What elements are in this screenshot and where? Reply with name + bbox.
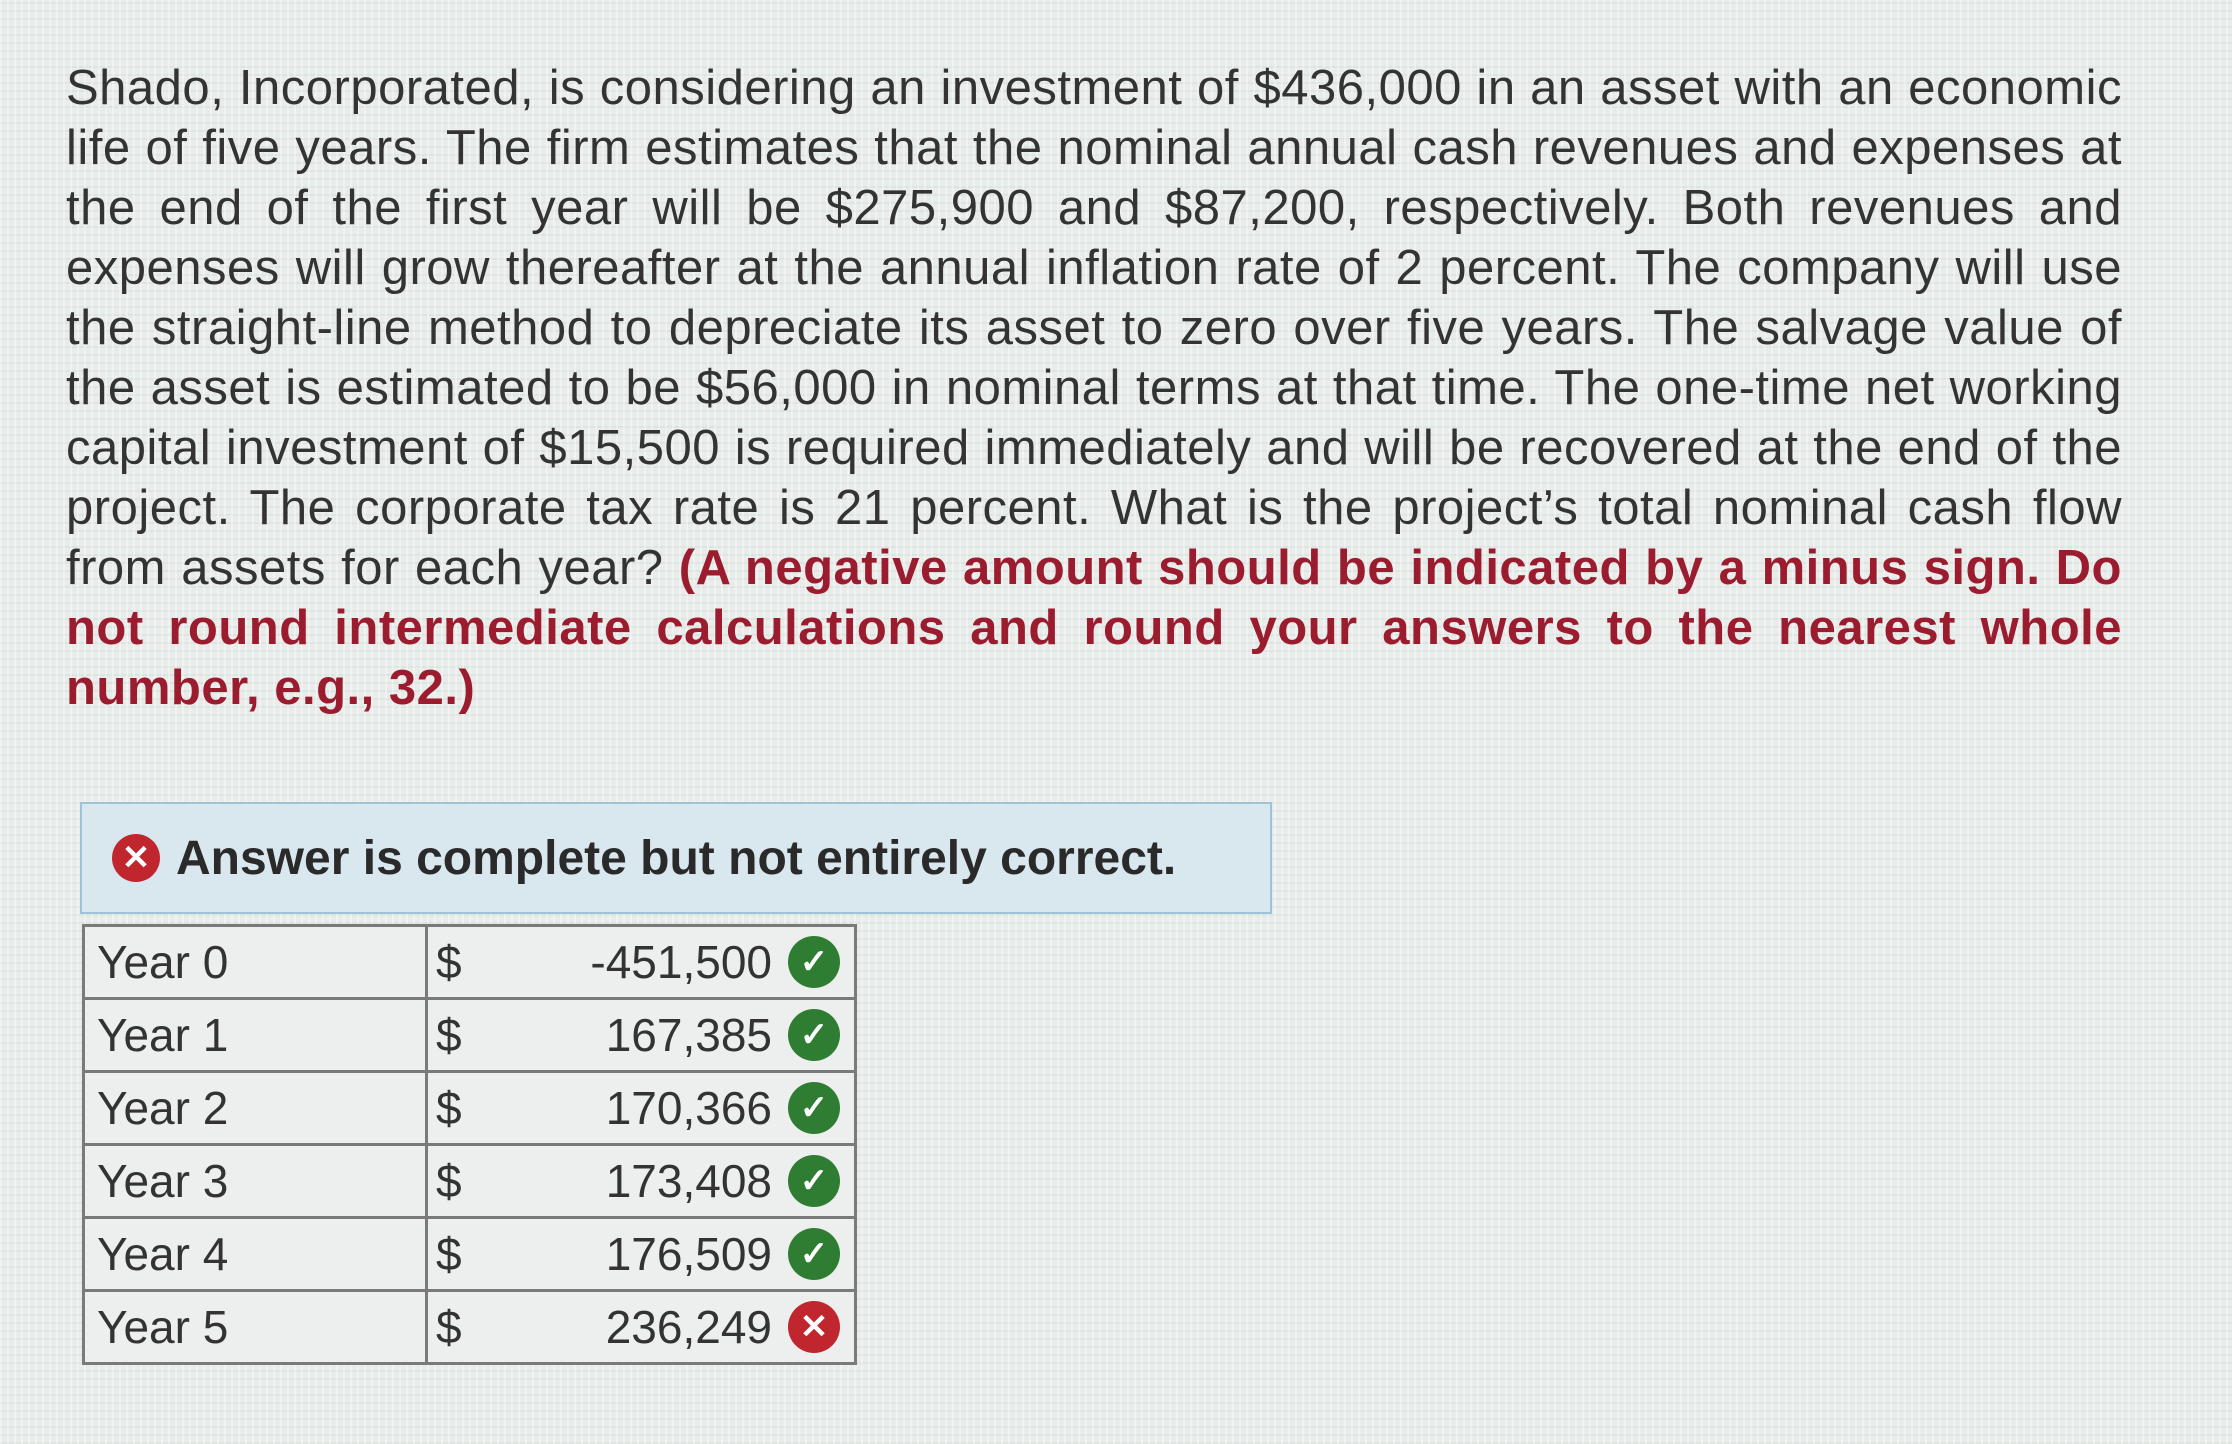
table-row	[84, 1291, 856, 1364]
answer-cell[interactable]	[427, 999, 856, 1072]
answer-cell[interactable]	[427, 1072, 856, 1145]
year-label: Year 3	[84, 1145, 427, 1218]
check-circle-icon: ✓	[788, 1155, 840, 1207]
answer-cell[interactable]	[427, 1291, 856, 1364]
currency-symbol: $	[436, 1155, 462, 1207]
answer-value[interactable]: -451,500	[590, 936, 772, 988]
answer-table	[82, 924, 857, 1365]
table-row	[84, 1218, 856, 1291]
x-circle-icon: ✕	[112, 834, 160, 882]
year-label: Year 2	[84, 1072, 427, 1145]
check-circle-icon: ✓	[788, 936, 840, 988]
x-circle-icon: ✕	[788, 1301, 840, 1353]
year-label: Year 4	[84, 1218, 427, 1291]
currency-symbol: $	[436, 936, 462, 988]
year-label: Year 0	[84, 926, 427, 999]
currency-symbol: $	[436, 1009, 462, 1061]
table-row	[84, 1145, 856, 1218]
table-row	[84, 999, 856, 1072]
answer-value[interactable]: 173,408	[605, 1155, 772, 1207]
year-label: Year 5	[84, 1291, 427, 1364]
check-circle-icon: ✓	[788, 1228, 840, 1280]
answer-value[interactable]: 236,249	[605, 1301, 772, 1353]
answer-cell[interactable]	[427, 1145, 856, 1218]
check-circle-icon: ✓	[788, 1082, 840, 1134]
table-row	[84, 926, 856, 999]
answer-value[interactable]: 167,385	[605, 1009, 772, 1061]
question-instruction: (A negative amount should be indicated by a minus sign. Do not round intermediate calculations and round your answers to the nearest whole number, e.g., 32.)	[66, 541, 2122, 715]
answer-cell[interactable]	[427, 926, 856, 999]
currency-symbol: $	[436, 1082, 462, 1134]
check-circle-icon: ✓	[788, 1009, 840, 1061]
question-body: Shado, Incorporated, is considering an investment of $436,000 in an asset with an economic life of five years. The firm estimates that the nominal annual cash revenues and expenses at the end of the first year will be $275,900 and $87,200, respectively. Both revenues and expenses will grow thereafter at the annual inflation rate of 2 percent. The company will use the straight-line method to depreciate its asset to zero over five years. The salvage value of the asset is estimated to be $56,000 in nominal terms at that time. The one-time net working capital investment of $15,500 is required immediately and will be recovered at the end of the project. The corporate tax rate is 21 percent. What is the project’s total nominal cash flow from assets for each year?	[66, 61, 2122, 595]
answer-cell[interactable]	[427, 1218, 856, 1291]
year-label: Year 1	[84, 999, 427, 1072]
question-text	[66, 58, 2122, 718]
currency-symbol: $	[436, 1228, 462, 1280]
result-banner	[80, 802, 1272, 914]
table-row	[84, 1072, 856, 1145]
answer-value[interactable]: 170,366	[605, 1082, 772, 1134]
currency-symbol: $	[436, 1301, 462, 1353]
answer-value[interactable]: 176,509	[605, 1228, 772, 1280]
result-message: Answer is complete but not entirely correct.	[176, 831, 1177, 885]
